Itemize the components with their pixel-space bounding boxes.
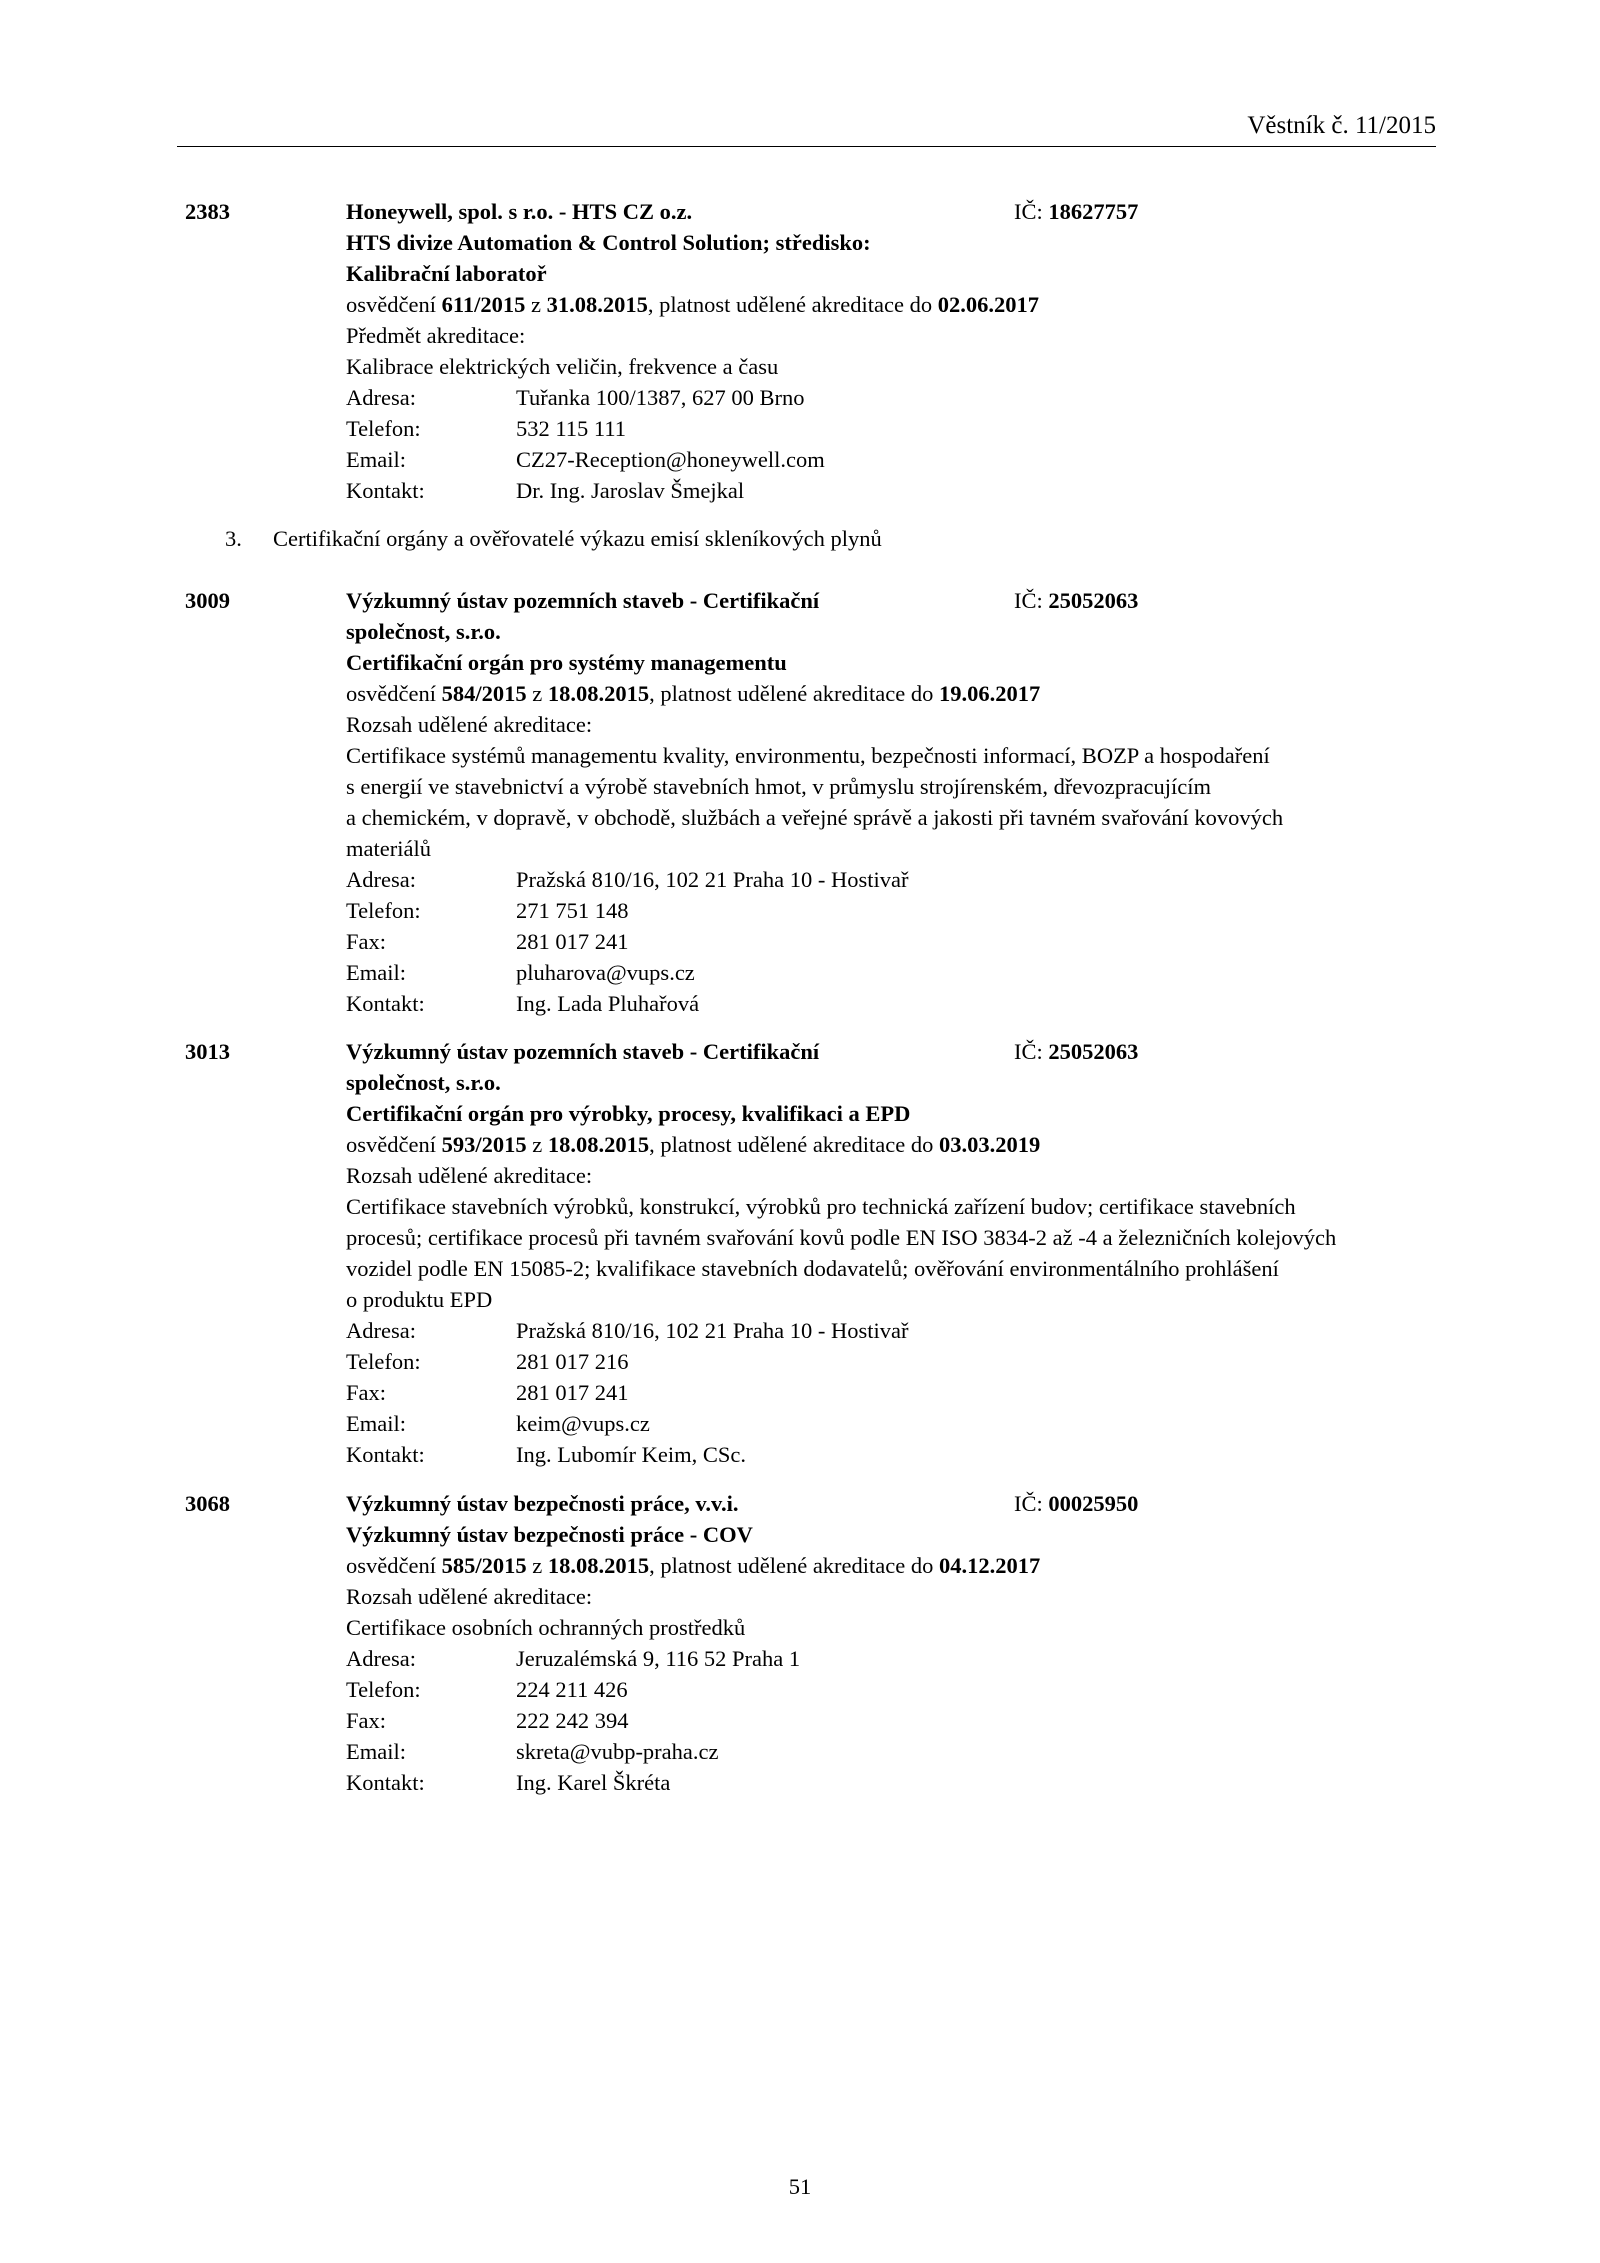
scope-text-line: Certifikace stavebních výrobků, konstrukcí, výrobků pro technická zařízení budov; certifikace stavebních — [346, 1194, 1296, 1219]
cert-validity-text: , platnost udělené akreditace do — [649, 681, 934, 706]
ico-value: 18627757 — [1048, 199, 1139, 224]
section-number: 3. — [225, 526, 242, 551]
contact-label: Fax: — [346, 1708, 387, 1733]
certificate-line — [346, 678, 1446, 709]
cert-validity-text: , platnost udělené akreditace do — [647, 292, 933, 317]
contact-row — [346, 988, 1446, 1019]
scope-label: Rozsah udělené akreditace: — [346, 1163, 593, 1188]
cert-validity-text: , platnost udělené akreditace do — [649, 1553, 934, 1578]
contact-row — [346, 957, 1446, 988]
contact-value: 271 751 148 — [516, 898, 629, 923]
entry-title-line: společnost, s.r.o. — [346, 619, 501, 644]
entry-title-line: Honeywell, spol. s r.o. - HTS CZ o.z. — [346, 199, 693, 224]
contact-label: Email: — [346, 447, 406, 472]
contact-value: CZ27-Reception@honeywell.com — [516, 447, 825, 472]
entry-title-line: Výzkumný ústav pozemních staveb - Certifikační — [346, 588, 820, 613]
entry-number: 3013 — [185, 1039, 230, 1064]
contact-label: Telefon: — [346, 1349, 421, 1374]
scope-text-line: vozidel podle EN 15085-2; kvalifikace stavebních dodavatelů; ověřování environmentálního prohlášení — [346, 1256, 1279, 1281]
contact-label: Adresa: — [346, 1318, 416, 1343]
contact-label: Email: — [346, 960, 406, 985]
cert-z: z — [532, 1132, 543, 1157]
entry-body — [346, 585, 1446, 1019]
scope-text-line: procesů; certifikace procesů při tavném svařování kovů podle EN ISO 3834-2 až -4 a železničních kolejových — [346, 1225, 1337, 1250]
entry-number: 2383 — [185, 199, 230, 224]
contact-row — [346, 926, 1446, 957]
cert-prefix: osvědčení — [346, 292, 436, 317]
certificate-line — [346, 289, 1446, 320]
contact-value: 222 242 394 — [516, 1708, 629, 1733]
contact-row — [346, 1408, 1446, 1439]
contact-label: Adresa: — [346, 385, 416, 410]
page-number: 51 — [788, 2174, 812, 2199]
contact-value: Ing. Karel Škréta — [516, 1770, 671, 1795]
entry-title-line: Výzkumný ústav pozemních staveb - Certifikační — [346, 1039, 820, 1064]
entry-title-line: společnost, s.r.o. — [346, 1070, 501, 1095]
ico-value: 00025950 — [1048, 1491, 1139, 1516]
contact-label: Kontakt: — [346, 991, 425, 1016]
cert-date: 18.08.2015 — [547, 1132, 650, 1157]
contact-label: Telefon: — [346, 1677, 421, 1702]
contact-value: Ing. Lubomír Keim, CSc. — [516, 1442, 746, 1467]
cert-prefix: osvědčení — [346, 1132, 436, 1157]
contact-label: Kontakt: — [346, 1770, 425, 1795]
cert-date: 31.08.2015 — [546, 292, 648, 317]
contact-row — [346, 475, 1446, 506]
contact-value: 281 017 216 — [516, 1349, 629, 1374]
cert-z: z — [532, 1553, 543, 1578]
contact-row — [346, 1643, 1446, 1674]
scope-text-line: Certifikace osobních ochranných prostředků — [346, 1615, 746, 1640]
entry-number: 3009 — [185, 588, 230, 613]
contact-label: Telefon: — [346, 416, 421, 441]
ico-value: 25052063 — [1048, 588, 1139, 613]
entry-title-line: Výzkumný ústav bezpečnosti práce, v.v.i. — [346, 1491, 739, 1516]
ico-label: IČ: — [1014, 1491, 1043, 1516]
contact-label: Fax: — [346, 929, 387, 954]
cert-valid-until: 04.12.2017 — [939, 1553, 1041, 1578]
entry-title-line: Certifikační orgán pro výrobky, procesy, kvalifikaci a EPD — [346, 1101, 911, 1126]
contact-value: 532 115 111 — [516, 416, 626, 441]
contact-row — [346, 1767, 1446, 1798]
cert-prefix: osvědčení — [346, 1553, 436, 1578]
contact-value: Ing. Lada Pluhařová — [516, 991, 700, 1016]
scope-text-line: materiálů — [346, 836, 431, 861]
contact-value: 281 017 241 — [516, 1380, 629, 1405]
contact-label: Email: — [346, 1411, 406, 1436]
entry-number: 3068 — [185, 1491, 230, 1516]
contact-label: Kontakt: — [346, 478, 425, 503]
contact-value: Pražská 810/16, 102 21 Praha 10 - Hostivař — [516, 867, 909, 892]
contact-row — [346, 1705, 1446, 1736]
contact-value: 224 211 426 — [516, 1677, 628, 1702]
scope-label: Předmět akreditace: — [346, 323, 526, 348]
header-divider — [177, 146, 1436, 147]
contact-value: Tuřanka 100/1387, 627 00 Brno — [516, 385, 805, 410]
cert-z: z — [530, 292, 541, 317]
contact-label: Email: — [346, 1739, 406, 1764]
cert-date: 18.08.2015 — [547, 681, 650, 706]
scope-text-line: s energií ve stavebnictví a výrobě stavebních hmot, v průmyslu strojírenském, dřevozpracujícím — [346, 774, 1211, 799]
entry-body — [346, 196, 1446, 506]
contact-label: Kontakt: — [346, 1442, 425, 1467]
cert-number: 585/2015 — [441, 1553, 527, 1578]
entry-title-line: Výzkumný ústav bezpečnosti práce - COV — [346, 1522, 753, 1547]
certificate-line — [346, 1550, 1446, 1581]
contact-label: Adresa: — [346, 867, 416, 892]
section-title: Certifikační orgány a ověřovatelé výkazu emisí skleníkových plynů — [273, 526, 882, 551]
contact-row — [346, 444, 1446, 475]
certificate-line — [346, 1129, 1446, 1160]
cert-validity-text: , platnost udělené akreditace do — [649, 1132, 934, 1157]
entry-title-line: HTS divize Automation & Control Solution; středisko: — [346, 230, 871, 255]
contact-value: skreta@vubp-praha.cz — [516, 1739, 719, 1764]
ico-label: IČ: — [1014, 199, 1043, 224]
entry-body — [346, 1488, 1446, 1798]
contact-value: Dr. Ing. Jaroslav Šmejkal — [516, 478, 745, 503]
cert-valid-until: 02.06.2017 — [937, 292, 1039, 317]
ico-value: 25052063 — [1048, 1039, 1139, 1064]
scope-text-line: o produktu EPD — [346, 1287, 493, 1312]
ico-label: IČ: — [1014, 588, 1043, 613]
entry-title-line: Kalibrační laboratoř — [346, 261, 547, 286]
scope-text-line: Kalibrace elektrických veličin, frekvence a času — [346, 354, 779, 379]
contact-label: Adresa: — [346, 1646, 416, 1671]
contact-value: 281 017 241 — [516, 929, 629, 954]
entry-body — [346, 1036, 1446, 1470]
contact-row — [346, 1439, 1446, 1470]
contact-value: keim@vups.cz — [516, 1411, 650, 1436]
contact-row — [346, 1674, 1446, 1705]
contact-row — [346, 382, 1446, 413]
scope-label: Rozsah udělené akreditace: — [346, 712, 593, 737]
scope-label: Rozsah udělené akreditace: — [346, 1584, 593, 1609]
contact-value: Pražská 810/16, 102 21 Praha 10 - Hostivař — [516, 1318, 909, 1343]
contact-label: Fax: — [346, 1380, 387, 1405]
contact-row — [346, 895, 1446, 926]
cert-valid-until: 19.06.2017 — [939, 681, 1041, 706]
cert-z: z — [532, 681, 543, 706]
contact-value: Jeruzalémská 9, 116 52 Praha 1 — [516, 1646, 801, 1671]
contact-row — [346, 864, 1446, 895]
contact-label: Telefon: — [346, 898, 421, 923]
entry-title-line: Certifikační orgán pro systémy managementu — [346, 650, 787, 675]
contact-value: pluharova@vups.cz — [516, 960, 695, 985]
scope-text-line: Certifikace systémů managementu kvality, environmentu, bezpečnosti informací, BOZP a hospodaření — [346, 743, 1270, 768]
cert-number: 593/2015 — [441, 1132, 527, 1157]
cert-date: 18.08.2015 — [547, 1553, 650, 1578]
cert-valid-until: 03.03.2019 — [939, 1132, 1041, 1157]
cert-prefix: osvědčení — [346, 681, 436, 706]
cert-number: 611/2015 — [441, 292, 526, 317]
contact-row — [346, 413, 1446, 444]
scope-text-line: a chemickém, v dopravě, v obchodě, službách a veřejné správě a jakosti při tavném svařování kovových — [346, 805, 1284, 830]
cert-number: 584/2015 — [441, 681, 527, 706]
bulletin-header-title: Věstník č. 11/2015 — [1247, 112, 1436, 139]
contact-row — [346, 1346, 1446, 1377]
contact-row — [346, 1315, 1446, 1346]
ico-label: IČ: — [1014, 1039, 1043, 1064]
contact-row — [346, 1377, 1446, 1408]
contact-row — [346, 1736, 1446, 1767]
